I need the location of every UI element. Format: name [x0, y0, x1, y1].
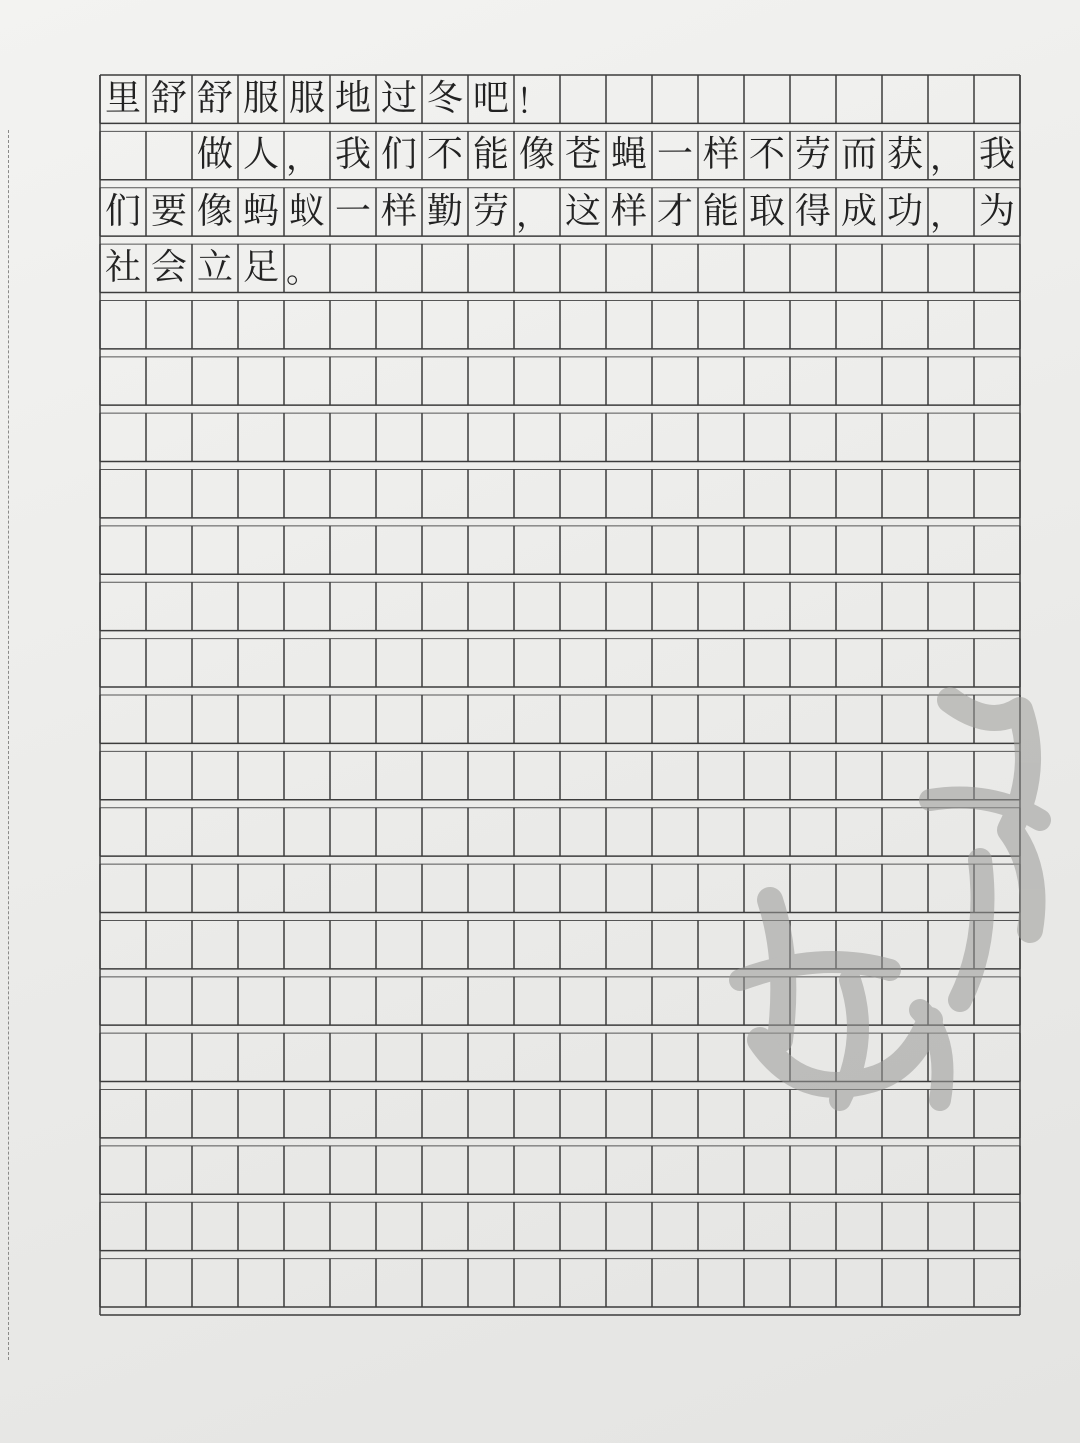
- grid-char: 为: [978, 190, 1016, 232]
- grid-char: 们: [104, 190, 142, 232]
- grid-char: 不: [748, 134, 786, 176]
- grid-char: 足: [242, 247, 280, 289]
- grid-char: 服: [242, 78, 280, 120]
- grid-char: 勤: [426, 190, 464, 232]
- grid-char: 。: [285, 251, 321, 292]
- grid-char: 冬: [426, 78, 464, 120]
- grid-char: ！: [515, 82, 551, 123]
- grid-char: 地: [334, 78, 372, 120]
- grid-char: 像: [518, 134, 556, 176]
- grid-char: 吧: [472, 78, 510, 120]
- grid-char: 蚁: [288, 190, 326, 232]
- grid-char: 社: [104, 247, 142, 289]
- grid-char: 要: [150, 190, 188, 232]
- grid-char: ，: [929, 195, 965, 236]
- grid-char: ，: [285, 138, 321, 179]
- grid-char: 舒: [150, 78, 188, 120]
- grid-char: 才: [656, 190, 694, 232]
- grid-char: 会: [150, 247, 188, 289]
- grid-char: 们: [380, 134, 418, 176]
- grid-char: 能: [702, 190, 740, 232]
- grid-char: 人: [242, 134, 280, 176]
- grid-char: 蝇: [610, 134, 648, 176]
- grid-char: 过: [380, 78, 418, 120]
- grid-char: 得: [794, 190, 832, 232]
- grid-char: 我: [334, 134, 372, 176]
- grid-char: 这: [564, 190, 602, 232]
- grid-char: 像: [196, 190, 234, 232]
- grid-char: 一: [334, 190, 372, 232]
- grid-char: 不: [426, 134, 464, 176]
- grid-char: 苍: [564, 134, 602, 176]
- grid-char: 功: [886, 190, 924, 232]
- grid-char: 一: [656, 134, 694, 176]
- grid-char: 劳: [472, 190, 510, 232]
- grid-char: 里: [104, 78, 142, 120]
- grid-char: 取: [748, 190, 786, 232]
- grid-char: 蚂: [242, 190, 280, 232]
- grid-char: 做: [196, 134, 234, 176]
- grid-char: ，: [515, 195, 551, 236]
- watermark-stamp: [700, 680, 1060, 1180]
- grid-char: 而: [840, 134, 878, 176]
- grid-char: 样: [380, 190, 418, 232]
- grid-char: 样: [702, 134, 740, 176]
- grid-char: 能: [472, 134, 510, 176]
- grid-char: 舒: [196, 78, 234, 120]
- grid-char: 我: [978, 134, 1016, 176]
- grid-char: 服: [288, 78, 326, 120]
- grid-char: 样: [610, 190, 648, 232]
- grid-char: 劳: [794, 134, 832, 176]
- grid-char: 成: [840, 190, 878, 232]
- grid-char: 立: [196, 247, 234, 289]
- grid-char: 获: [886, 134, 924, 176]
- grid-char: ，: [929, 138, 965, 179]
